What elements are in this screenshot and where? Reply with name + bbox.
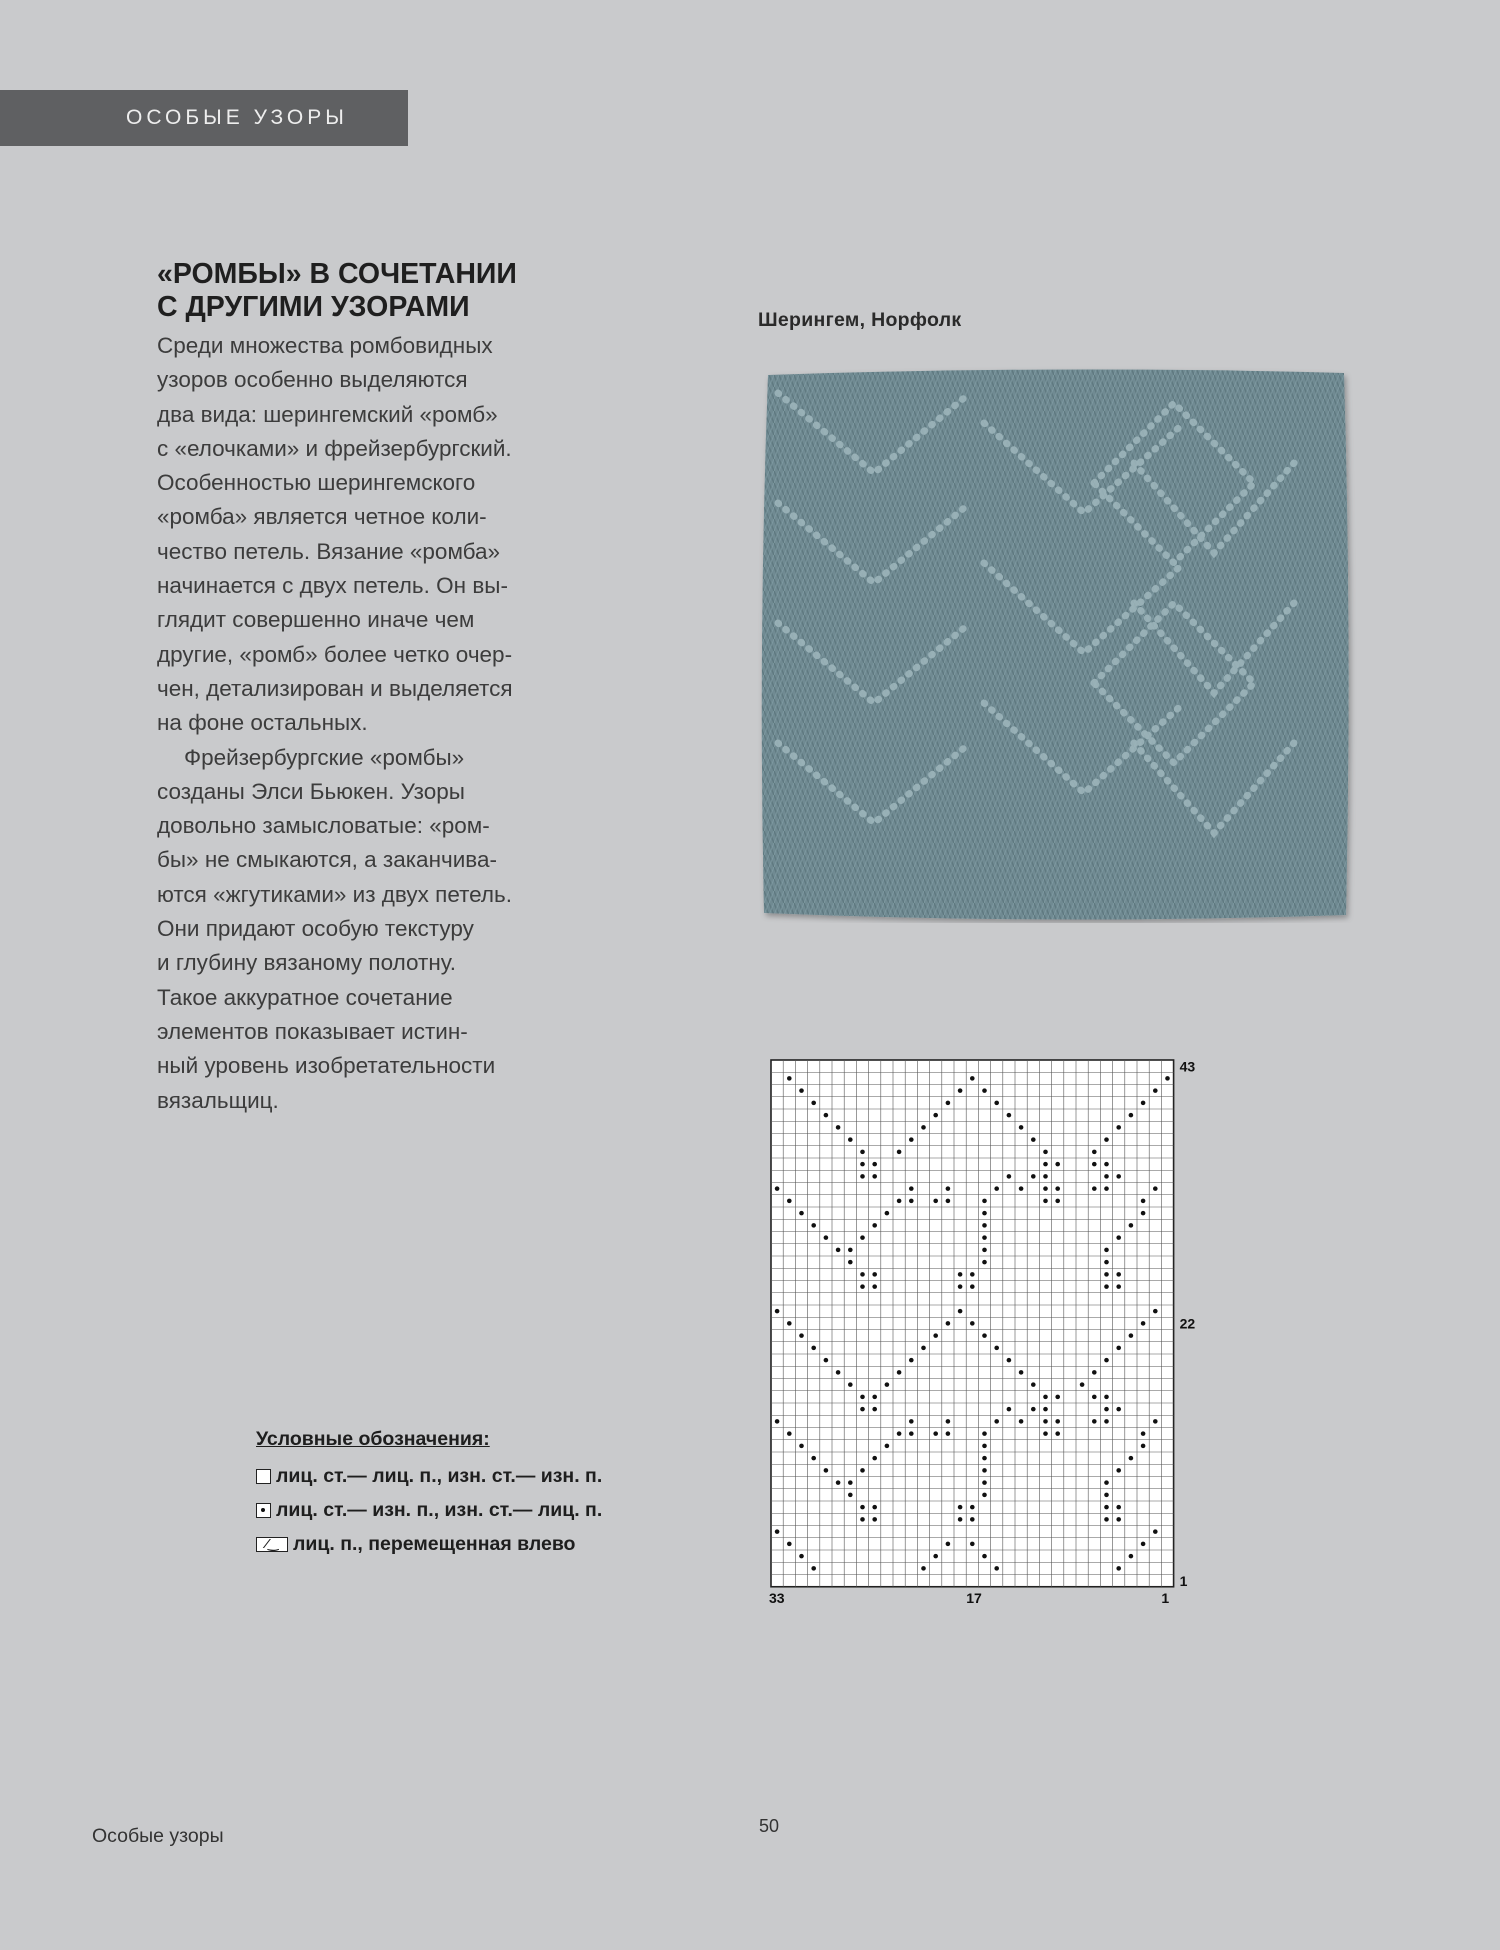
purl-dot [994,1419,999,1424]
purl-dot [982,1260,987,1265]
purl-dot [982,1431,987,1436]
purl-dot [1031,1174,1036,1179]
purl-dot [1043,1395,1048,1400]
purl-dot [970,1076,975,1081]
purl-dot [933,1333,938,1338]
purl-dot [970,1505,975,1510]
purl-dot [958,1088,963,1093]
purl-dot [1116,1505,1121,1510]
purl-dot [1092,1370,1097,1375]
body-line: бы» не смыкаются, а заканчива- [157,847,497,873]
purl-dot [787,1321,792,1326]
purl-dot [799,1211,804,1216]
body-line: Фрейзербургские «ромбы» [184,744,465,770]
purl-dot [1116,1517,1121,1522]
purl-dot [1007,1358,1012,1363]
chart-row-label: 22 [1179,1315,1196,1332]
purl-dot [860,1468,865,1473]
purl-dot [1043,1199,1048,1204]
legend-item-text: лиц. п., перемещенная влево [293,1532,576,1555]
purl-dot [872,1456,877,1461]
body-line: элементов показывает истин- [157,1018,468,1044]
purl-dot [909,1199,914,1204]
purl-dot [933,1199,938,1204]
purl-dot [860,1395,865,1400]
purl-dot [860,1174,865,1179]
purl-dot [1019,1370,1024,1375]
purl-dot [1104,1162,1109,1167]
page-number: 50 [759,1816,780,1836]
purl-dot [946,1419,951,1424]
purl-dot [1104,1395,1109,1400]
body-line: на фоне остальных. [157,710,368,736]
body-line: чен, детализирован и выделяется [157,675,513,701]
purl-dot [1019,1125,1024,1130]
running-footer: Особые узоры [92,1825,224,1847]
body-line: Особенностью шерингемского [157,470,476,496]
legend-item-text: лиц. ст.— лиц. п., изн. ст.— изн. п. [276,1464,603,1487]
purl-dot [909,1419,914,1424]
purl-dot [1141,1542,1146,1547]
purl-dot [994,1186,999,1191]
purl-dot [824,1113,829,1118]
purl-dot [787,1076,792,1081]
purl-dot [872,1174,877,1179]
purl-dot [1129,1113,1134,1118]
swatch-caption: Шерингем, Норфолк [758,309,962,331]
purl-dot [946,1542,951,1547]
purl-dot [1129,1223,1134,1228]
purl-dot [860,1272,865,1277]
purl-dot [1141,1211,1146,1216]
purl-dot [1043,1407,1048,1412]
purl-dot [1153,1419,1158,1424]
purl-dot [1019,1186,1024,1191]
purl-dot [946,1101,951,1106]
purl-dot [1129,1554,1134,1559]
purl-dot [787,1542,792,1547]
purl-dot [897,1150,902,1155]
purl-dot [982,1333,987,1338]
purl-dot [909,1186,914,1191]
purl-dot [1116,1174,1121,1179]
article-title [157,258,587,324]
purl-dot [872,1223,877,1228]
purl-dot [982,1199,987,1204]
purl-dot [1116,1407,1121,1412]
purl-dot [958,1309,963,1314]
purl-dot [872,1284,877,1289]
body-line: узоров особенно выделяются [157,367,468,393]
purl-dot [1104,1505,1109,1510]
purl-dot [982,1088,987,1093]
purl-dot [1104,1407,1109,1412]
purl-dot [1153,1529,1158,1534]
purl-dot [946,1431,951,1436]
purl-dot [1043,1419,1048,1424]
article-body [157,329,597,1118]
purl-dot [1104,1358,1109,1363]
purl-dot [1007,1174,1012,1179]
body-line: Среди множества ромбовидных [157,333,493,358]
purl-dot [946,1199,951,1204]
body-line: и глубину вязаному полотну. [157,950,457,976]
purl-dot [872,1407,877,1412]
purl-dot [982,1223,987,1228]
legend [256,1428,676,1561]
purl-dot [1104,1419,1109,1424]
purl-dot [1116,1346,1121,1351]
purl-dot [775,1419,780,1424]
purl-dot [1043,1150,1048,1155]
body-line: ются «жгутиками» из двух петель. [157,881,513,907]
empty-square-icon [256,1469,271,1484]
purl-dot [994,1566,999,1571]
purl-dot [811,1101,816,1106]
purl-dot [860,1150,865,1155]
purl-dot [982,1444,987,1449]
purl-dot [824,1235,829,1240]
body-line: ный уровень изобретательности [157,1053,496,1079]
purl-dot [872,1272,877,1277]
purl-dot [1043,1162,1048,1167]
purl-dot [1055,1431,1060,1436]
legend-item-cable [256,1527,676,1561]
body-line: созданы Элси Бьюкен. Узоры [157,778,465,804]
purl-dot [1007,1113,1012,1118]
purl-dot [1055,1162,1060,1167]
purl-dot [1092,1162,1097,1167]
purl-dot [885,1444,890,1449]
purl-dot [872,1395,877,1400]
purl-dot [1116,1125,1121,1130]
purl-dot [1141,1321,1146,1326]
purl-dot [872,1517,877,1522]
purl-dot [848,1260,853,1265]
chart-row-label: 43 [1179,1058,1196,1075]
purl-dot [909,1137,914,1142]
body-line: чество петель. Вязание «ромба» [157,538,501,564]
purl-dot [836,1125,841,1130]
purl-dot [1141,1431,1146,1436]
purl-dot [1141,1199,1146,1204]
purl-dot [1092,1395,1097,1400]
legend-item-purl [256,1493,676,1527]
purl-dot [1104,1186,1109,1191]
purl-dot [921,1566,926,1571]
purl-dot [811,1346,816,1351]
purl-dot [933,1554,938,1559]
legend-item-knit [256,1459,676,1493]
purl-dot [1080,1382,1085,1387]
purl-dot [1165,1076,1170,1081]
purl-dot [1104,1260,1109,1265]
purl-dot [1104,1174,1109,1179]
purl-dot [1116,1284,1121,1289]
knit-swatch-photo [754,363,1358,923]
purl-dot [970,1542,975,1547]
purl-dot [848,1493,853,1498]
purl-dot [933,1431,938,1436]
purl-dot [958,1284,963,1289]
purl-dot [970,1284,975,1289]
title-line: «РОМБЫ» В СОЧЕТАНИИ [157,258,517,290]
purl-dot [811,1456,816,1461]
purl-dot [811,1566,816,1571]
purl-dot [799,1333,804,1338]
purl-dot [1031,1407,1036,1412]
purl-dot [982,1554,987,1559]
body-line: два вида: шерингемский «ромб» [157,401,498,427]
body-line: довольно замысловатые: «ром- [157,813,490,839]
purl-dot [1129,1456,1134,1461]
purl-dot [1104,1272,1109,1277]
purl-dot [958,1505,963,1510]
purl-dot [1092,1150,1097,1155]
purl-dot [921,1346,926,1351]
purl-dot [860,1505,865,1510]
purl-dot [897,1199,902,1204]
purl-dot [1104,1137,1109,1142]
purl-dot [1031,1137,1036,1142]
cable-left-icon: ⁄‿ [256,1537,288,1552]
purl-dot [824,1358,829,1363]
purl-dot [897,1370,902,1375]
legend-item-text: лиц. ст.— изн. п., изн. ст.— лиц. п. [276,1498,603,1521]
purl-dot [1104,1284,1109,1289]
purl-dot [848,1480,853,1485]
purl-dot [897,1431,902,1436]
purl-dot [836,1248,841,1253]
purl-dot [1104,1517,1109,1522]
purl-dot [970,1517,975,1522]
dot-square-icon [256,1503,271,1518]
purl-dot [933,1113,938,1118]
purl-dot [982,1480,987,1485]
purl-dot [787,1431,792,1436]
purl-dot [811,1223,816,1228]
purl-dot [1153,1186,1158,1191]
body-line: вязальщиц. [157,1087,279,1113]
body-line: Они придают особую текстуру [157,916,474,942]
purl-dot [1055,1419,1060,1424]
purl-dot [885,1382,890,1387]
purl-dot [970,1321,975,1326]
purl-dot [787,1199,792,1204]
purl-dot [1043,1174,1048,1179]
purl-dot [860,1407,865,1412]
purl-dot [958,1517,963,1522]
purl-dot [1043,1431,1048,1436]
purl-dot [909,1358,914,1363]
purl-dot [946,1186,951,1191]
purl-dot [860,1235,865,1240]
purl-dot [982,1456,987,1461]
knitting-chart [763,1054,1323,1754]
chart-col-label: 17 [966,1589,982,1606]
purl-dot [1116,1272,1121,1277]
purl-dot [921,1125,926,1130]
purl-dot [848,1137,853,1142]
purl-dot [824,1468,829,1473]
purl-dot [775,1186,780,1191]
purl-dot [1116,1235,1121,1240]
purl-dot [1141,1101,1146,1106]
purl-dot [1055,1199,1060,1204]
purl-dot [1007,1407,1012,1412]
body-line: глядит совершенно иначе чем [157,607,475,633]
purl-dot [1104,1480,1109,1485]
purl-dot [982,1211,987,1216]
purl-dot [958,1272,963,1277]
purl-dot [1141,1444,1146,1449]
purl-dot [799,1444,804,1449]
body-line: другие, «ромб» более четко очер- [157,641,513,667]
title-line: С ДРУГИМИ УЗОРАМИ [157,291,470,323]
purl-dot [872,1162,877,1167]
purl-dot [1116,1566,1121,1571]
section-tab [0,90,408,146]
purl-dot [1153,1309,1158,1314]
purl-dot [860,1162,865,1167]
purl-dot [848,1382,853,1387]
purl-dot [1092,1419,1097,1424]
purl-dot [1104,1493,1109,1498]
purl-dot [799,1088,804,1093]
purl-dot [1019,1419,1024,1424]
purl-dot [885,1211,890,1216]
purl-dot [994,1346,999,1351]
body-line: начинается с двух петель. Он вы- [157,573,508,599]
purl-dot [1055,1395,1060,1400]
purl-dot [1031,1382,1036,1387]
purl-dot [982,1468,987,1473]
purl-dot [860,1517,865,1522]
purl-dot [1116,1468,1121,1473]
purl-dot [848,1248,853,1253]
purl-dot [860,1284,865,1289]
chart-col-label: 33 [769,1589,785,1606]
purl-dot [775,1309,780,1314]
purl-dot [1129,1333,1134,1338]
purl-dot [982,1235,987,1240]
purl-dot [946,1321,951,1326]
purl-dot [970,1272,975,1277]
purl-dot [836,1370,841,1375]
chart-col-label: 1 [1161,1589,1170,1606]
legend-title: Условные обозначения: [256,1428,490,1450]
purl-dot [1092,1186,1097,1191]
purl-dot [872,1505,877,1510]
purl-dot [836,1480,841,1485]
chart-row-label: 1 [1179,1572,1188,1589]
purl-dot [982,1493,987,1498]
purl-dot [1043,1186,1048,1191]
purl-dot [982,1248,987,1253]
body-line: с «елочками» и фрейзербургский. [157,435,512,461]
body-line: «ромба» является четное коли- [157,504,487,530]
section-tab-label: ОСОБЫЕ УЗОРЫ [126,106,348,129]
purl-dot [1055,1186,1060,1191]
purl-dot [775,1529,780,1534]
purl-dot [994,1101,999,1106]
purl-dot [1104,1248,1109,1253]
purl-dot [1153,1088,1158,1093]
body-line: Такое аккуратное сочетание [157,984,453,1010]
purl-dot [909,1431,914,1436]
purl-dot [799,1554,804,1559]
